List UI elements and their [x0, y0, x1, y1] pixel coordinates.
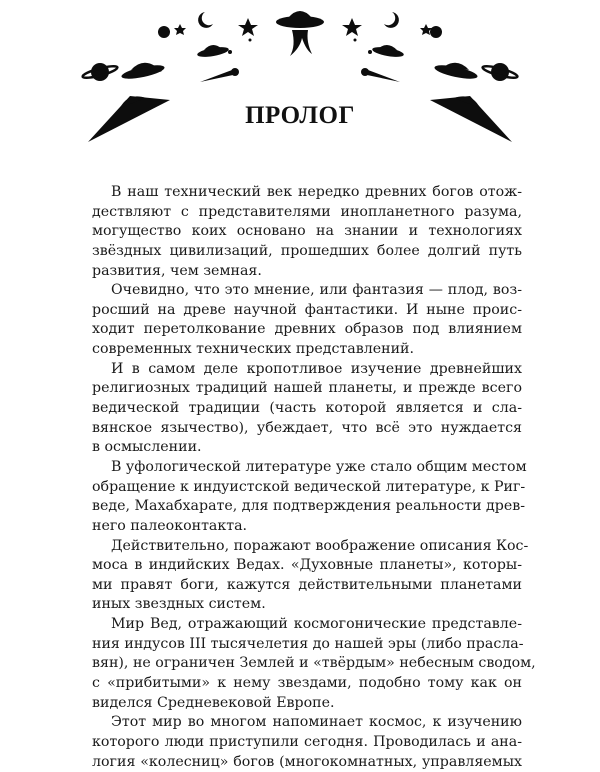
text-line: иных звездных систем.	[92, 596, 266, 613]
text-line: религиозных традиций нашей планеты, и прежде всего	[92, 380, 522, 397]
flying-saucer-icon	[276, 11, 324, 56]
cosmic-ornament	[0, 0, 600, 160]
text-line: которого люди приступили сегодня. Проводилась и ана-	[92, 733, 522, 750]
text-line: ведической традиции (часть которой является и сла-	[92, 400, 522, 417]
text-line: В наш технический век нередко древних богов отож-	[111, 184, 522, 200]
text-line: ми правят боги, кажутся действительными планетами	[92, 576, 522, 593]
text-line: него палеоконтакта.	[92, 517, 248, 534]
text-line: развития, чем земная.	[92, 262, 262, 279]
crescent-moon-icon	[384, 12, 399, 28]
text-line: И в самом деле кропотливое изучение древнейших	[111, 360, 522, 377]
flying-saucer-icon	[197, 45, 405, 59]
text-line: Мир Вед, отражающий космогонические представле-	[111, 616, 522, 633]
text-line: звёздных цивилизаций, прошедших более долгий путь	[92, 242, 522, 259]
text-line: с «прибитыми» к нему звездами, подобно тому как он	[92, 675, 522, 692]
comet-icon	[200, 68, 400, 82]
text-line: В уфологической литературе уже стало общим местом	[111, 458, 527, 475]
text-line: вян), не ограничен Землей и «твёрдым» небесным сводом,	[92, 655, 536, 672]
text-line: обращение к индуистской ведической литературе, к Риг-	[92, 478, 526, 495]
prologue-text	[92, 183, 536, 772]
text-line: Очевидно, что это мнение, или фантазия — плод, воз-	[111, 282, 522, 299]
text-line: логия «колесниц» богов (многокомнатных, управляемых	[92, 753, 522, 770]
text-line: ния индусов III тысячелетия до нашей эры (либо прасла-	[92, 635, 524, 652]
text-line: веде, Махабхарате, для подтверждения реальности древ-	[92, 498, 526, 515]
flying-saucer-icon	[120, 63, 478, 82]
text-line: современных технических представлений.	[92, 341, 415, 358]
text-line: вянское язычество), убеждает, что всё это нуждается	[92, 419, 522, 436]
text-line: росший на древе научной фантастики. И ныне проис-	[92, 301, 522, 318]
text-line: Этот мир во многом напоминает космос, к изучению	[111, 714, 522, 731]
text-line: моса в индийских Ведах. «Духовные планеты», которы-	[92, 557, 522, 574]
text-line: в осмыслении.	[92, 439, 202, 456]
chapter-title: ПРОЛОГ	[245, 102, 355, 129]
text-line: ходит перетолкование древних образов под влиянием	[92, 321, 522, 338]
crescent-moon-icon	[198, 12, 213, 28]
text-line: дествляют с представителями инопланетного разума,	[92, 203, 522, 220]
text-line: Действительно, поражают воображение описания Кос-	[111, 537, 529, 554]
text-line: могущество коих основано на знании и технологиях	[92, 223, 522, 240]
text-line: виделся Средневековой Европе.	[92, 694, 335, 711]
